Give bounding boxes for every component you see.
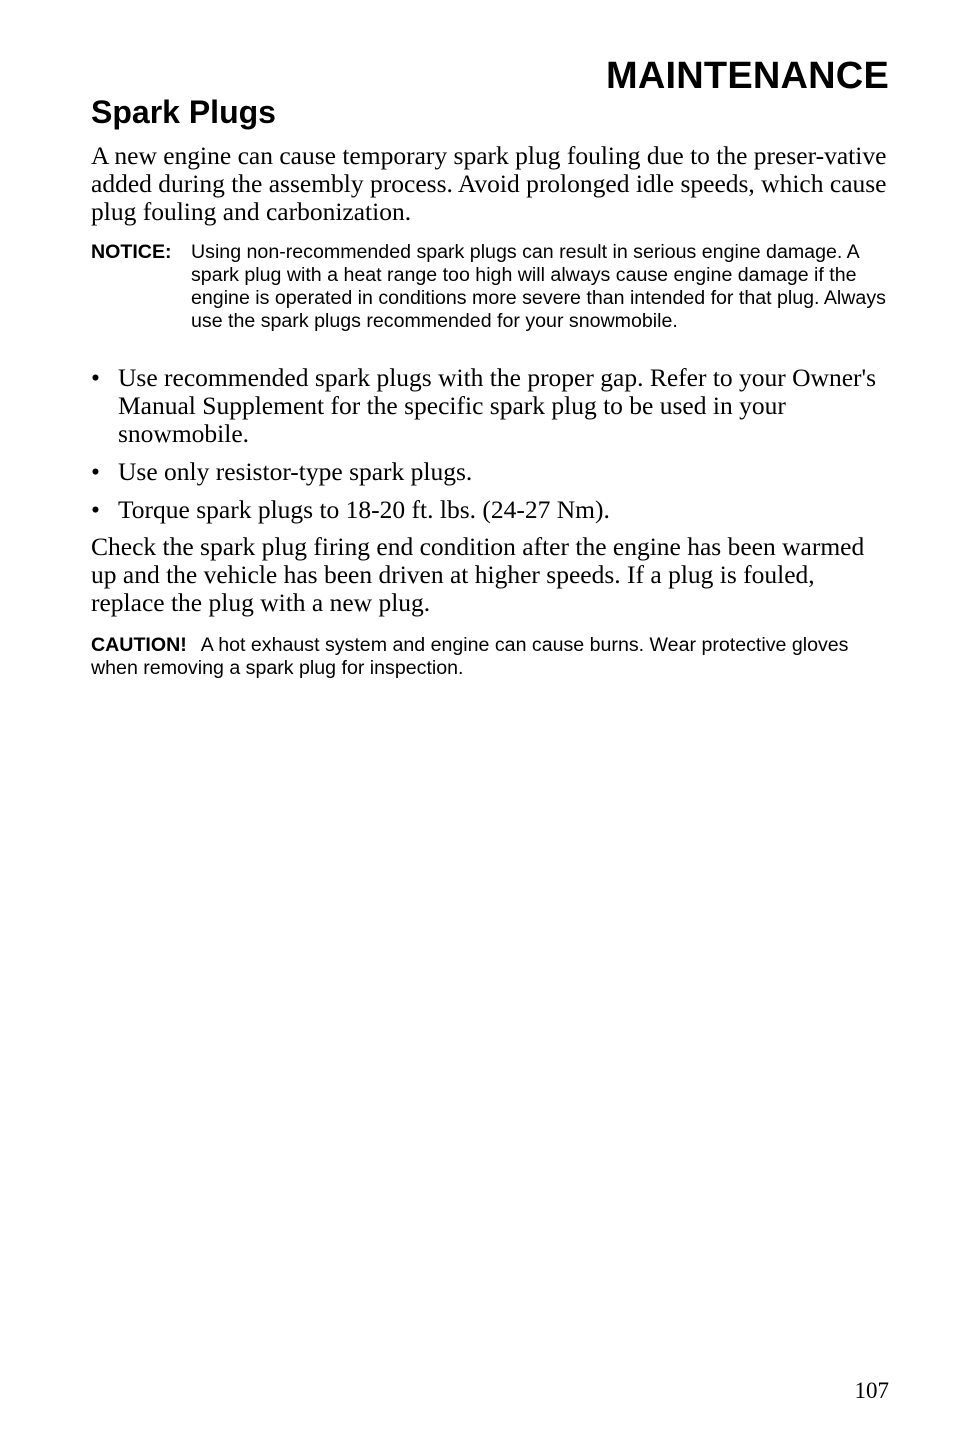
notice-block — [91, 241, 889, 333]
bullet-text: Use recommended spark plugs with the proper gap. Refer to your Owner's Manual Supplement for the specific spark plug to be used in your snowmobile. — [118, 363, 877, 448]
bullet-icon: • — [91, 457, 100, 486]
bullet-icon: • — [91, 495, 100, 524]
list-item — [91, 458, 889, 486]
caution-text: A hot exhaust system and engine can cause burns. Wear protective gloves when removing a spark plug for inspection. — [91, 634, 849, 679]
bullet-text: Use only resistor-type spark plugs. — [118, 457, 473, 486]
bullet-icon: • — [91, 363, 100, 392]
notice-text: Using non-recommended spark plugs can result in serious engine damage. A spark plug with a heat range too high will always cause engine damage if the engine is operated in conditions more severe than intended for that plug. Always use the spark plugs recommended for your snowmobile. — [191, 241, 886, 332]
manual-page — [91, 0, 889, 1454]
check-paragraph: Check the spark plug firing end condition after the engine has been warmed up and the vehicle has been driven at higher speeds. If a plug is fouled, replace the plug with a new plug. — [91, 532, 865, 617]
page-title: Spark Plugs — [91, 94, 276, 130]
caution-block — [91, 634, 889, 680]
list-item — [91, 364, 889, 448]
bullet-text: Torque spark plugs to 18-20 ft. lbs. (24-27 Nm). — [118, 495, 610, 524]
list-item — [91, 496, 889, 524]
section-header: MAINTENANCE — [606, 55, 889, 97]
caution-label: CAUTION! — [91, 634, 187, 656]
bullet-list — [91, 364, 889, 534]
intro-paragraph: A new engine can cause temporary spark plug fouling due to the preser-vative added during the assembly process. Avoid prolonged idle speeds, which cause plug fouling and carbonization. — [91, 141, 887, 226]
notice-label: NOTICE: — [91, 241, 172, 263]
page-number: 107 — [854, 1378, 889, 1403]
